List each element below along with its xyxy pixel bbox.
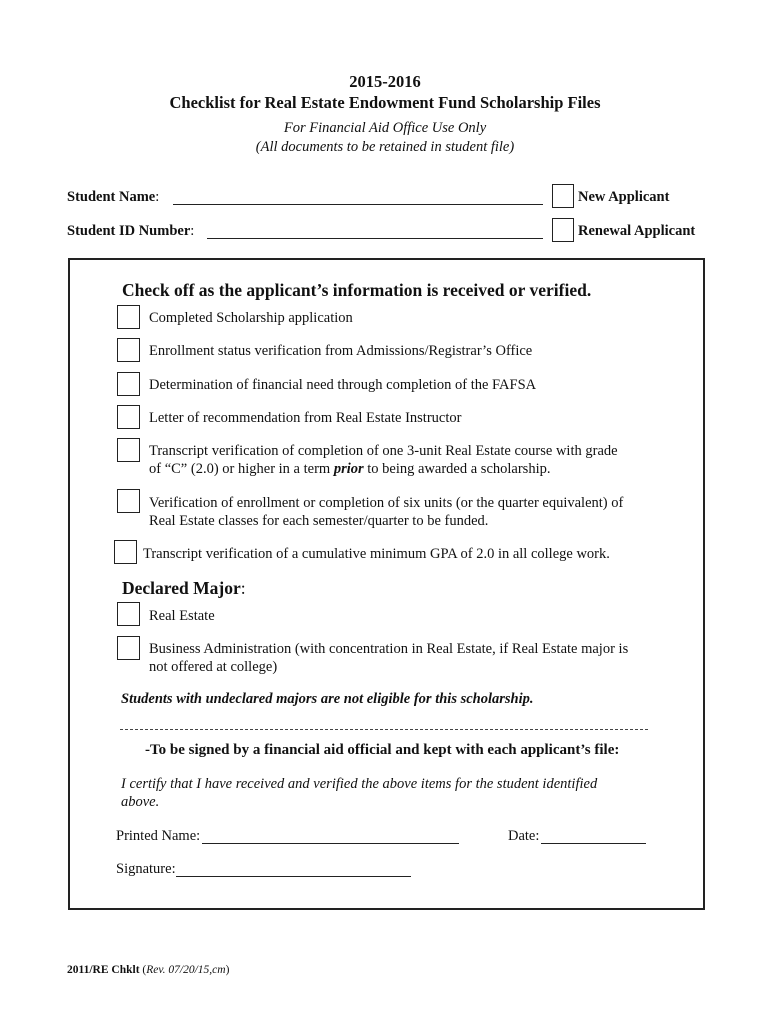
undeclared-major-note: Students with undeclared majors are not eligible for this scholarship.	[121, 691, 534, 707]
student-name-field[interactable]	[173, 204, 543, 205]
checkbox-enrollment-units[interactable]	[117, 489, 140, 513]
signature-field[interactable]	[176, 876, 411, 877]
item-enrollment-status: Enrollment status verification from Admissions/Registrar’s Office	[149, 343, 533, 359]
signoff-heading: -To be signed by a financial aid official and kept with each applicant’s file:	[145, 742, 620, 758]
checkbox-major-business-admin[interactable]	[117, 636, 140, 660]
item-financial-need: Determination of financial need through completion of the FAFSA	[149, 377, 537, 393]
form-subtitle-use: For Financial Aid Office Use Only	[283, 120, 487, 136]
new-applicant-label: New Applicant	[578, 189, 670, 205]
certify-line2: above.	[121, 794, 160, 810]
new-applicant-checkbox[interactable]	[552, 184, 574, 208]
item-scholarship-application: Completed Scholarship application	[149, 310, 353, 326]
printed-name-field[interactable]	[202, 843, 459, 844]
student-id-field[interactable]	[207, 238, 543, 239]
date-label: Date:	[508, 828, 540, 844]
form-year: 2015-2016	[349, 72, 421, 91]
renewal-applicant-checkbox[interactable]	[552, 218, 574, 242]
checkbox-transcript-course[interactable]	[117, 438, 140, 462]
checkbox-scholarship-application[interactable]	[117, 305, 140, 329]
major-business-admin-line1: Business Administration (with concentration in Real Estate, if Real Estate major is	[149, 641, 629, 657]
declared-major-heading: Declared Major:	[122, 578, 246, 598]
student-name-label: Student Name:	[67, 189, 160, 205]
footer-revision: 2011/RE Chklt (Rev. 07/20/15,cm)	[67, 964, 230, 976]
item-transcript-course-line1: Transcript verification of completion of one 3-unit Real Estate course with grade	[149, 443, 618, 459]
item-recommendation-letter: Letter of recommendation from Real Estate Instructor	[149, 410, 462, 426]
checkbox-major-real-estate[interactable]	[117, 602, 140, 626]
certify-line1: I certify that I have received and verified the above items for the student identified	[121, 776, 598, 792]
signature-label: Signature:	[116, 861, 176, 877]
major-business-admin-line2: not offered at college)	[149, 659, 278, 675]
form-subtitle-retain: (All documents to be retained in student file)	[255, 139, 515, 155]
item-gpa: Transcript verification of a cumulative minimum GPA of 2.0 in all college work.	[143, 546, 610, 562]
checkbox-gpa[interactable]	[114, 540, 137, 564]
cut-line-divider	[120, 729, 648, 730]
renewal-applicant-label: Renewal Applicant	[578, 223, 696, 239]
checkbox-enrollment-status[interactable]	[117, 338, 140, 362]
printed-name-label: Printed Name:	[116, 828, 201, 844]
item-transcript-course-line2: of “C” (2.0) or higher in a term prior to being awarded a scholarship.	[149, 461, 551, 477]
checkbox-financial-need[interactable]	[117, 372, 140, 396]
form-title: Checklist for Real Estate Endowment Fund Scholarship Files	[169, 93, 601, 112]
checklist-heading: Check off as the applicant’s information is received or verified.	[122, 280, 592, 300]
major-real-estate: Real Estate	[149, 608, 215, 624]
item-enrollment-units-line1: Verification of enrollment or completion of six units (or the quarter equivalent) of	[149, 495, 624, 511]
date-field[interactable]	[541, 843, 646, 844]
item-enrollment-units-line2: Real Estate classes for each semester/quarter to be funded.	[149, 513, 489, 529]
student-id-label: Student ID Number:	[67, 223, 195, 239]
checkbox-recommendation-letter[interactable]	[117, 405, 140, 429]
